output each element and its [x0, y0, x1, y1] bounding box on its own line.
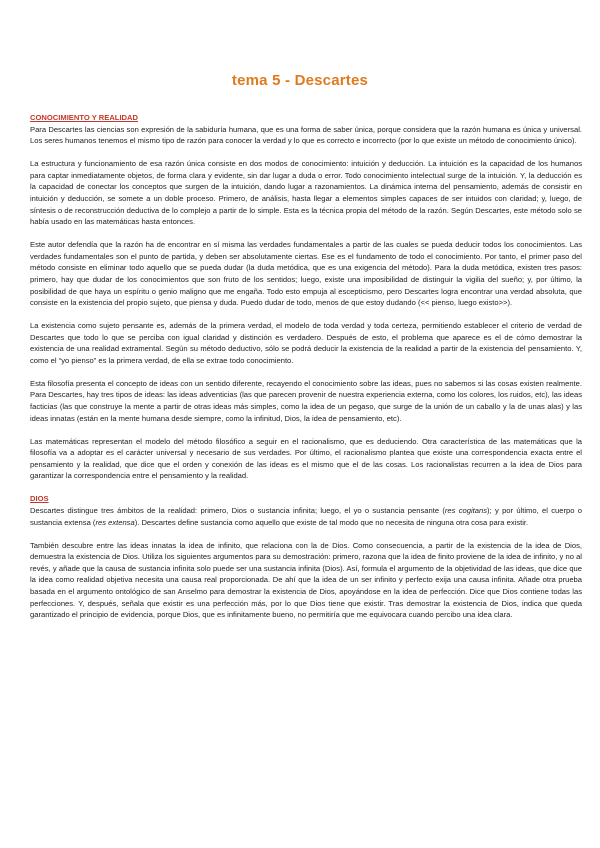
- paragraph: Esta filosofía presenta el concepto de ideas con un sentido diferente, recayendo el conocimiento sobre las ideas, pues no sabemos si las cosas existen realmente. Para Descartes, hay tres tipos de ideas: las ideas adventicias (las que parecen provenir de nuestra experiencia externa, como los colores, los ruidos, etc), las ideas facticias (las que construye la mente a partir de otras ideas más simples, como la idea de un pegaso, que surge de la unión de un caballo y la de unas alas) y las ideas innatas (están en la mente humana desde siempre, como la infinitud, Dios, la idea de pensamiento, etc).: [30, 378, 582, 423]
- paragraph: La existencia como sujeto pensante es, además de la primera verdad, el modelo de toda verdad y toda certeza, permitiendo establecer el criterio de verdad de Descartes que todo lo que se perciba con igual claridad y distinción es verdadero. Después de esto, el problema que aparece es el de cómo demostrar la existencia de una realidad extramental. Según su método deductivo, sólo se podrá deducir la existencia de la realidad a partir de la existencia del pensamiento. Y, como el “yo pienso” es la primera verdad, de ella se extrae todo conocimiento.: [30, 321, 582, 365]
- latin-term: res cogitans: [444, 505, 488, 515]
- latin-term: res extensa: [95, 517, 135, 527]
- paragraph: Este autor defendía que la razón ha de encontrar en sí misma las verdades fundamentales a partir de las cuales se pueda deducir todos los conocimientos. Las verdades fundamentales son el punto de partida, y deben ser absolutamente ciertas. Ese es el fundamento de todo el conocimiento. Por tanto, el primer paso del método consiste en eliminar todo aquello que se pueda dudar (la duda metódica, que es una exigencia del método). Para la duda metódica, existen tres pasos: primero, hay que dudar de los conocimientos que son fruto de los sentidos; luego, existe una imposibilidad de distinguir la vigilia del sueño; y, por último, la posibilidad de que haya un espíritu o genio maligno que me engaña. Todo esto empuja al escepticismo, pero Descartes logra encontrar una verdad absoluta, que consiste en la existencia del propio sujeto, que piensa y duda. Puedo dudar de todo, menos de que estoy dudando (<< pienso, luego existo>>).: [30, 240, 582, 308]
- paragraph-sustancia: [30, 505, 582, 528]
- section-heading-conocimiento: CONOCIMIENTO Y REALIDAD: [30, 113, 139, 122]
- paragraph: Las matemáticas representan el modelo del método filosófico a seguir en el racionalismo, que es deduciendo. Otra característica de las matemáticas que la filosofía va a adoptar es el carácter universal y necesario de sus verdades. Por último, el racionalismo plantea que existe una correspondencia exacta entre el pensamiento y la realidad, que dice que el orden y conexión de las ideas es el mismo que el de las cosas. Los racionalistas recurren a la idea de Dios para garantizar la correspondencia entre el pensamiento y la realidad.: [30, 436, 582, 481]
- paragraph: También descubre entre las ideas innatas la idea de infinito, que relaciona con la de Dios. Como consecuencia, a partir de la existencia de la idea de Dios, demuestra la existencia de Dios. Utiliza los siguientes argumentos para su demostración: primero, razona que la idea de finito proviene de la idea de infinito, y no al revés, y añade que la causa de sustancia infinita solo puede ser una sustancia infinita (Dios). Así, formula el argumento de la objetividad de las ideas, que dice que la idea como realidad objetiva necesita una causa real proporcionada. De ahí que la idea de un ser infinito y perfecto exija una causa infinita. Añade otra prueba basada en el argumento ontológico de san Anselmo para demostrar la existencia de Dios, apoyándose en la idea de perfección. Dice que Dios contiene todas las perfecciones. Y, después, señala que existir es una perfección más, por lo que Dios tiene que existir. Tras demostrar la existencia de Dios, indica que queda garantizado el principio de evidencia, porque Dios, que es infinitamente bueno, no permitiría que me equivocara cuando percibo una idea clara.: [30, 540, 582, 620]
- paragraph: La estructura y funcionamiento de esa razón única consiste en dos modos de conocimiento: intuición y deducción. La intuición es la capacidad de los humanos para captar inmediatamente objetos, de forma clara y evidente, sin dar lugar a duda o error. Todo conocimiento intelectual surge de la intuición. Y, la deducción es la capacidad de conectar los conceptos que surgen de la intuición, dando lugar a razonamientos. La dinámica interna del pensamiento, además de consistir en intuición y deducción, se somete a un doble proceso. Primero, de análisis, hasta llegar a elementos simples capaces de ser intuidos con claridad; y, luego, de síntesis o de reconstrucción deductiva de lo complejo a partir de lo simple. Esta es la técnica propia del método de la razón. Según Descartes, este método solo se había usado en las matemáticas hasta entonces.: [30, 159, 582, 227]
- paragraph-text: ); y por último, el cuerpo o sustancia extensa (: [30, 505, 582, 527]
- document-body: [30, 112, 582, 632]
- paragraph-text: Descartes distingue tres ámbitos de la realidad: primero, Dios o sustancia infinita; luego, el yo o sustancia pensante (: [30, 505, 445, 515]
- paragraph: Para Descartes las ciencias son expresión de la sabiduría humana, que es una forma de saber única, porque considera que la razón humana es única y universal. Los seres humanos tenemos el mismo tipo de razón para conocer la verdad y lo que es correcto e incorrecto (por lo que existe un método de conocimiento único).: [30, 124, 582, 146]
- paragraph-text: ). Descartes define sustancia como aquello que existe de tal modo que no necesita de ninguna otra cosa para existir.: [134, 517, 529, 527]
- section-heading-dios: DIOS: [30, 494, 49, 504]
- page-title: tema 5 - Descartes: [231, 72, 369, 89]
